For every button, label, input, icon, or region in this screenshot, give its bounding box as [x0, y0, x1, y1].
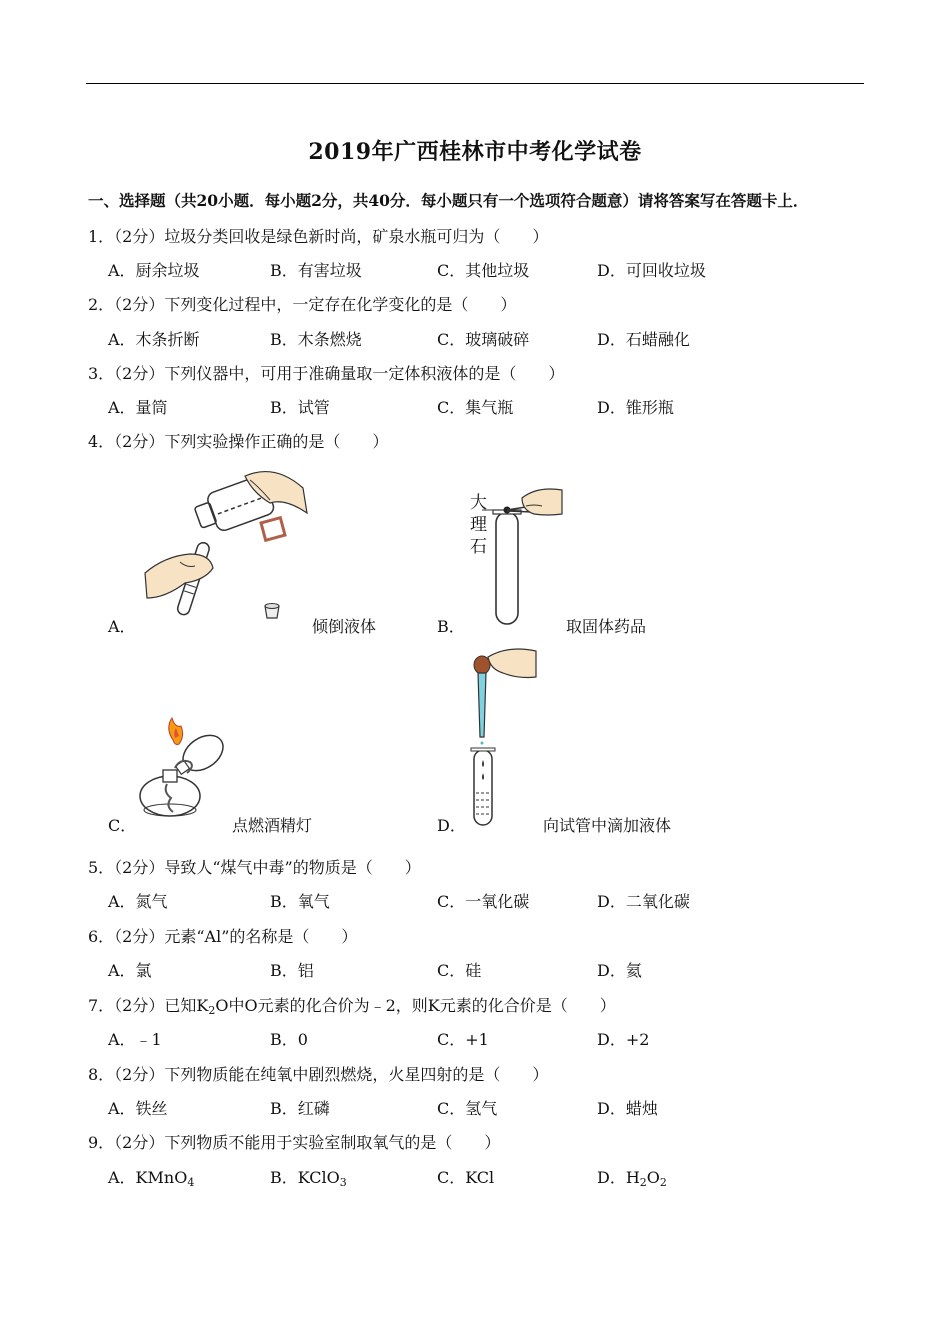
- q2-option-c: C．玻璃破碎: [437, 330, 530, 349]
- figure-c-letter: C．: [108, 816, 137, 835]
- figure-d-dropper: [468, 645, 543, 830]
- question-1-stem: 1．（2分）垃圾分类回收是绿色新时尚，矿泉水瓶可归为（ ）: [88, 227, 549, 246]
- page-title: 2019年广西桂林市中考化学试卷: [308, 139, 642, 165]
- figure-d-caption: 向试管中滴加液体: [543, 816, 672, 835]
- q5-option-c: C．一氧化碳: [437, 892, 530, 911]
- q2-option-a: A．木条折断: [108, 330, 200, 349]
- q7-option-d: D．+2: [597, 1030, 650, 1049]
- q9-option-c: C．KCl: [437, 1168, 495, 1187]
- question-7-stem: [88, 993, 616, 1016]
- figure-a-letter: A．: [108, 617, 136, 636]
- q5-option-a: A．氮气: [108, 892, 168, 911]
- marble-label-char-2: 理: [470, 515, 487, 535]
- q9-option-b-text: B．KClO: [270, 1168, 340, 1187]
- q9-option-d-mid: O: [646, 1168, 660, 1187]
- q9-option-d: [597, 1165, 667, 1188]
- q3-option-a: A．量筒: [108, 398, 168, 417]
- marble-label-char-3: 石: [470, 537, 487, 557]
- question-6-stem: 6．（2分）元素“Al”的名称是（ ）: [88, 927, 358, 946]
- q1-option-b: B．有害垃圾: [270, 261, 362, 280]
- question-4-stem: 4．（2分）下列实验操作正确的是（ ）: [88, 432, 389, 451]
- q9-option-a-subscript: 4: [187, 1176, 195, 1189]
- q7-option-b: B．0: [270, 1030, 308, 1049]
- q1-option-a: A．厨余垃圾: [108, 261, 200, 280]
- figure-a-caption: 倾倒液体: [312, 617, 377, 636]
- figure-a-pouring-liquid: [135, 458, 315, 628]
- q1-option-c: C．其他垃圾: [437, 261, 530, 280]
- q9-option-a: [108, 1165, 194, 1188]
- q7-stem-subscript: 2: [208, 1004, 216, 1017]
- q8-option-a: A．铁丝: [108, 1099, 168, 1118]
- q6-option-a: A．氯: [108, 961, 152, 980]
- section-heading: 一、选择题（共20小题．每小题2分，共40分．每小题只有一个选项符合题意）请将答案写在答题卡上．: [88, 191, 809, 210]
- question-5-stem: 5．（2分）导致人“煤气中毒”的物质是（ ）: [88, 858, 421, 877]
- question-9-stem: 9．（2分）下列物质不能用于实验室制取氧气的是（ ）: [88, 1133, 501, 1152]
- q9-option-b-subscript: 3: [339, 1176, 347, 1189]
- marble-label: [470, 492, 487, 558]
- header-rule: [86, 83, 864, 84]
- question-2-stem: 2．（2分）下列变化过程中，一定存在化学变化的是（ ）: [88, 295, 517, 314]
- q1-option-d: D．可回收垃圾: [597, 261, 706, 280]
- q8-option-b: B．红磷: [270, 1099, 330, 1118]
- q7-option-c: C．+1: [437, 1030, 489, 1049]
- figure-b-letter: B．: [437, 617, 465, 636]
- q3-option-c: C．集气瓶: [437, 398, 514, 417]
- q5-option-b: B．氧气: [270, 892, 330, 911]
- q9-option-a-text: A．KMnO: [108, 1168, 188, 1187]
- q9-option-d-text: D．H: [597, 1168, 640, 1187]
- q6-option-b: B．铝: [270, 961, 314, 980]
- figure-b-caption: 取固体药品: [566, 617, 647, 636]
- q6-option-c: C．硅: [437, 961, 482, 980]
- q9-option-b: [270, 1165, 347, 1188]
- q9-option-d-subscript-2: 2: [659, 1176, 667, 1189]
- q7-stem-part-b: O中O元素的化合价为﹣2，则K元素的化合价是（ ）: [215, 996, 616, 1015]
- q2-option-b: B．木条燃烧: [270, 330, 362, 349]
- figure-c-alcohol-lamp: [135, 718, 235, 828]
- q7-stem-part-a: 7．（2分）已知K: [88, 996, 209, 1015]
- q2-option-d: D．石蜡融化: [597, 330, 690, 349]
- question-8-stem: 8．（2分）下列物质能在纯氧中剧烈燃烧，火星四射的是（ ）: [88, 1065, 549, 1084]
- q5-option-d: D．二氧化碳: [597, 892, 690, 911]
- question-3-stem: 3．（2分）下列仪器中，可用于准确量取一定体积液体的是（ ）: [88, 364, 565, 383]
- q9-option-d-subscript-1: 2: [639, 1176, 647, 1189]
- q3-option-d: D．锥形瓶: [597, 398, 674, 417]
- figure-d-letter: D．: [437, 816, 466, 835]
- marble-label-char-1: 大: [470, 493, 487, 513]
- q8-option-c: C．氢气: [437, 1099, 498, 1118]
- q6-option-d: D．氦: [597, 961, 642, 980]
- q3-option-b: B．试管: [270, 398, 330, 417]
- q7-option-a: A．﹣1: [108, 1030, 162, 1049]
- figure-c-caption: 点燃酒精灯: [232, 816, 313, 835]
- q8-option-d: D．蜡烛: [597, 1099, 658, 1118]
